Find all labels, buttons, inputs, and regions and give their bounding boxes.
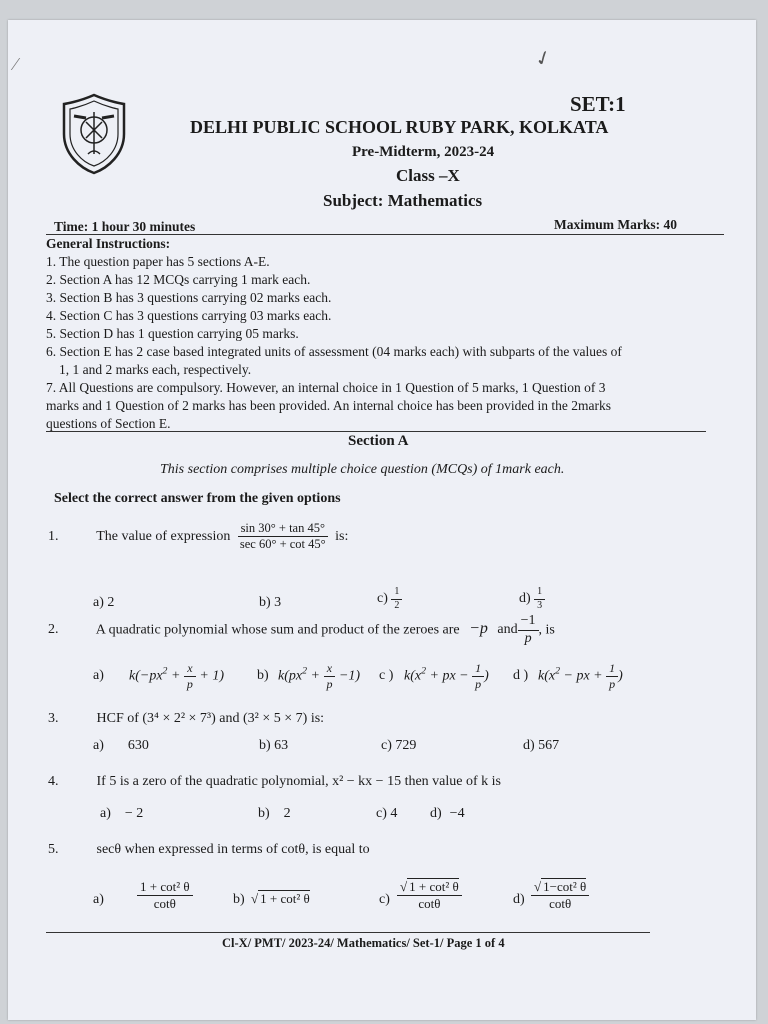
instruction-item: 2. Section A has 12 MCQs carrying 1 mark each. xyxy=(46,272,311,287)
section-subtitle: This section comprises multiple choice question (MCQs) of 1mark each. xyxy=(160,462,565,477)
instruction-item: 4. Section C has 3 questions carrying 03 marks each. xyxy=(46,308,332,323)
subject-label: Subject: Mathematics xyxy=(323,191,483,210)
select-instruction: Select the correct answer from the given options xyxy=(54,491,341,506)
option-d: d) 567 xyxy=(523,738,560,753)
option-d: d) xyxy=(513,892,525,907)
question-number: 4. xyxy=(48,774,59,789)
exam-name: Pre-Midterm, 2023-24 xyxy=(352,144,495,160)
question-1: 1. The value of expression $\frac{\sin 30^\circ + \tan 45^\circ}{\sec 60^\circ + \cot 45^\circ}$ is: xyxy=(48,521,349,552)
option-a: a) − 2 xyxy=(100,806,144,821)
question-4 xyxy=(48,774,501,790)
question-number: 3. xyxy=(48,711,59,726)
option-c: c ) xyxy=(379,668,394,683)
question-3 xyxy=(48,711,324,727)
instruction-item: 5. Section D has 1 question carrying 05 marks. xyxy=(46,326,299,341)
max-marks-label: Maximum Marks: 40 xyxy=(554,217,677,232)
instruction-item: 1. The question paper has 5 sections A-E. xyxy=(46,254,270,269)
pencil-scribble: ⁄ xyxy=(14,54,18,74)
option-b: b) 63 xyxy=(259,738,289,753)
question-number: 2. xyxy=(48,622,59,638)
instruction-item: 7. All Questions are compulsory. However, an internal choice in 1 Question of 5 marks, 1 Question of 3 xyxy=(46,380,606,395)
option-d: d) $\frac{1}{3}$ xyxy=(519,587,545,611)
instruction-item: marks and 1 Question of 2 marks has been provided. An internal choice has been provided in the 2marks xyxy=(46,398,611,413)
option-b: b) 2 xyxy=(258,806,291,821)
section-title: Section A xyxy=(348,433,409,449)
pencil-tick-mark: ✓ xyxy=(531,45,556,73)
option-b: b) xyxy=(233,892,245,907)
exam-paper-page: ✓ ⁄ SET:1 DELHI PUBLIC SCHOOL RUBY PARK, KOLKATA Pre-Midterm, 2023-24 Class –X Subject: Mathematics Time: 1 hour 30 minutes Maximum Marks: 40 General Instructions: 1. The question paper has 5 sections A-E. 2. Section A has 12 MCQs carrying 1 mark each. 3. Section B has 3 questions carrying 02 marks each. 4. Section C has 3 questions carrying 03 marks each. 5. Section D has 1 question carrying 05 marks. 6. Section E has 2 case based integrated units of assessment (04 marks each) with subparts of the values of 1, 1 and 2 marks each, respectively. 7. All Questions are compulsory. However, an internal choice in 1 Question of 5 marks, 1 Question of 3 marks and 1 Question of 2 marks has been provided. An internal choice has been provided in the 2marks questions of Section E. Section A This section comprises multiple choice question (MCQs) of 1mark each. Select the correct answer from the given options 1. The value of expression $\frac{\sin 30^\circ + \tan 45^\circ}{\sec 60^\circ + \cot 45^\circ}$ is: a) 2 b) 3 c) $\frac{1}{2}$ d) $\frac{1}{3}$ 2. A quadratic polynomial whose sum and product of the zeroes are −p and $\frac{-1}{p}$ , is a) $k(-px^2$ + $\frac{x}{p}$ + 1) b) $k(px^2$ + $\frac{x}{p}$ −1) c ) $k(x^2$ + px − $\frac{1}{p}$ ) d ) $k(x^2$ − px + $\frac{1}{p}$ ) 3. HCF of (3⁴ × 2² × 7³) and (3² × 5 × 7) is: a) 630 b) 63 c) 729 d) 567 4. If 5 is a zero of the quadratic polynomial, x² − kx − 15 then value of k is a) − 2 b) 2 c) 4 d) −4 5. secθ when expressed in terms of cotθ, is equal to a) $\frac{\text{1 + cot² θ}}{\cot\theta}$ b) √ 1 + cot² θ c) $\frac{\text{√ 1 + cot² θ}}{\cot\theta}$ d) $\frac{\text{√ 1−cot² θ}}{\cot\theta}$ Cl-X/ PMT/ 2023-24/ Mathematics/ Set-1/ Page 1 of 4 xyxy=(8,20,756,1020)
time-label: Time: 1 hour 30 minutes xyxy=(54,219,196,234)
school-logo xyxy=(60,92,128,176)
instructions-title: General Instructions: xyxy=(46,236,171,251)
question-text: A quadratic polynomial whose sum and product of the zeroes are xyxy=(95,622,460,638)
question-5-options: a) $\frac{\text{1 + cot² θ}}{\cot\theta}$ b) √ 1 + cot² θ c) $\frac{\text{√ 1 + cot² θ}}{\cot\theta}$ d) $\frac{\text{√ 1−cot² θ}}{\cot\theta}$ xyxy=(93,878,613,922)
question-text: If 5 is a zero of the quadratic polynomial, x² − kx − 15 then value of k is xyxy=(96,774,501,789)
option-a: a) xyxy=(93,892,104,907)
question-2: 2. A quadratic polynomial whose sum and product of the zeroes are −p and $\frac{-1}{p}$ , is xyxy=(48,613,555,646)
option-a: a) 630 xyxy=(93,738,149,753)
instruction-item: 6. Section E has 2 case based integrated units of assessment (04 marks each) with subparts of the values of xyxy=(46,344,622,359)
set-label: SET:1 xyxy=(570,92,626,116)
question-text: HCF of (3⁴ × 2² × 7³) and (3² × 5 × 7) is: xyxy=(96,711,325,726)
question-text: The value of expression xyxy=(96,528,231,544)
option-b: b) 3 xyxy=(259,595,282,610)
option-d: d) −4 xyxy=(430,806,465,821)
option-a: a) 2 xyxy=(93,595,115,610)
question-text: secθ when expressed in terms of cotθ, is equal to xyxy=(96,842,370,857)
option-c: c) $\frac{1}{2}$ xyxy=(377,587,402,611)
page-footer: Cl-X/ PMT/ 2023-24/ Mathematics/ Set-1/ Page 1 of 4 xyxy=(222,936,505,950)
expression-fraction: $\frac{\sin 30^\circ + \tan 45^\circ}{\sec 60^\circ + \cot 45^\circ}$ xyxy=(237,522,329,551)
option-a: a) xyxy=(93,668,104,683)
instruction-item: 3. Section B has 3 questions carrying 02 marks each. xyxy=(46,290,332,305)
instruction-item: questions of Section E. xyxy=(46,416,171,431)
option-c: c) xyxy=(379,892,390,907)
school-name: DELHI PUBLIC SCHOOL RUBY PARK, KOLKATA xyxy=(190,117,609,137)
instruction-item: 1, 1 and 2 marks each, respectively. xyxy=(59,362,252,377)
class-label: Class –X xyxy=(396,166,460,185)
question-number: 1. xyxy=(48,528,59,544)
general-instructions xyxy=(46,235,726,433)
question-5 xyxy=(48,842,370,858)
instructions-rule xyxy=(46,431,706,432)
option-c: c) 729 xyxy=(381,738,417,753)
option-b: b) xyxy=(257,668,269,683)
footer-rule xyxy=(46,932,650,933)
option-d: d ) xyxy=(513,668,529,683)
question-number: 5. xyxy=(48,842,59,857)
option-c: c) 4 xyxy=(376,806,398,821)
